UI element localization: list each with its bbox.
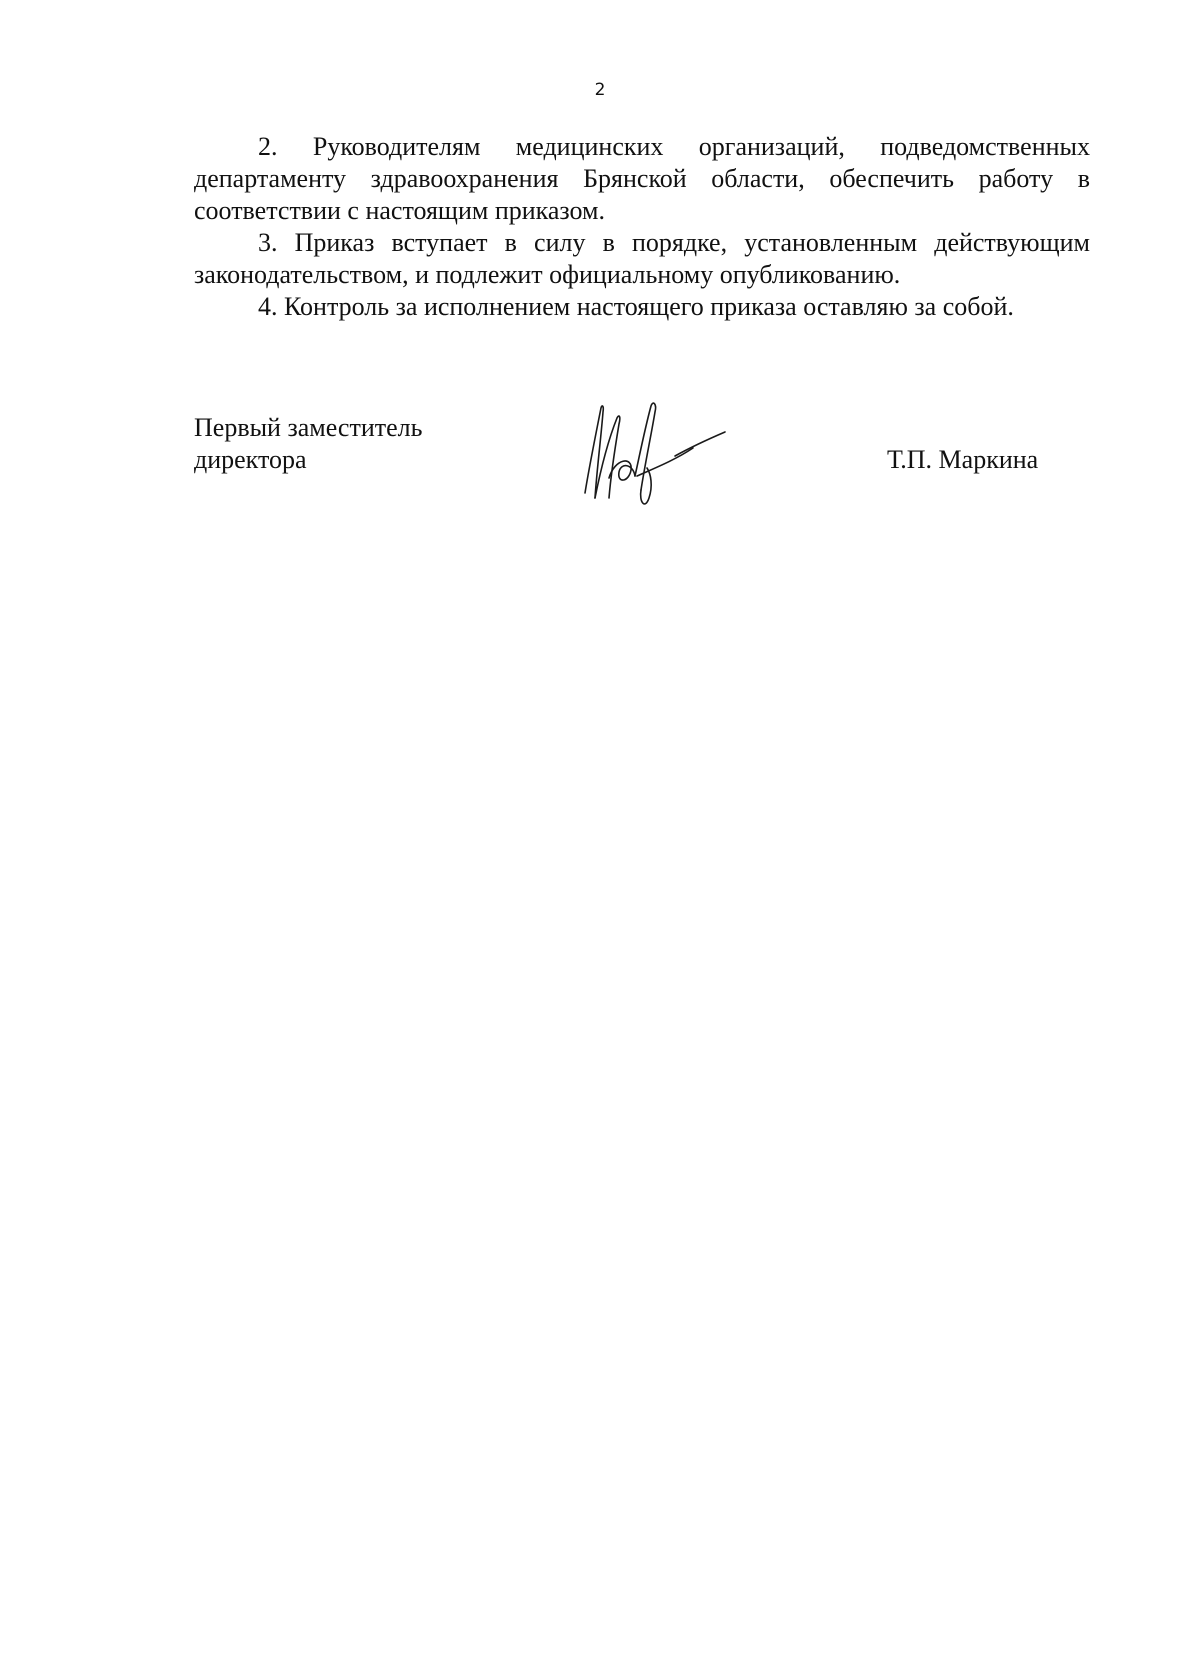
document-body (194, 131, 1090, 323)
signer-position (194, 412, 422, 476)
paragraph-3: 3. Приказ вступает в силу в порядке, установленным действующим законодательством, и подлежит официальному опубликованию. (194, 228, 1090, 289)
paragraph-4: 4. Контроль за исполнением настоящего приказа оставляю за собой. (258, 292, 1014, 321)
handwritten-signature (575, 398, 735, 518)
paragraph-2: 2. Руководителям медицинских организаций, подведомственных департаменту здравоохранения Брянской области, обеспечить работу в соответствии с настоящим приказом. (194, 132, 1090, 225)
signer-name: Т.П. Маркина (887, 445, 1039, 474)
signer-position-line-2: директора (194, 445, 307, 474)
page-number: 2 (594, 80, 606, 100)
signer-position-line-1: Первый заместитель (194, 413, 423, 442)
